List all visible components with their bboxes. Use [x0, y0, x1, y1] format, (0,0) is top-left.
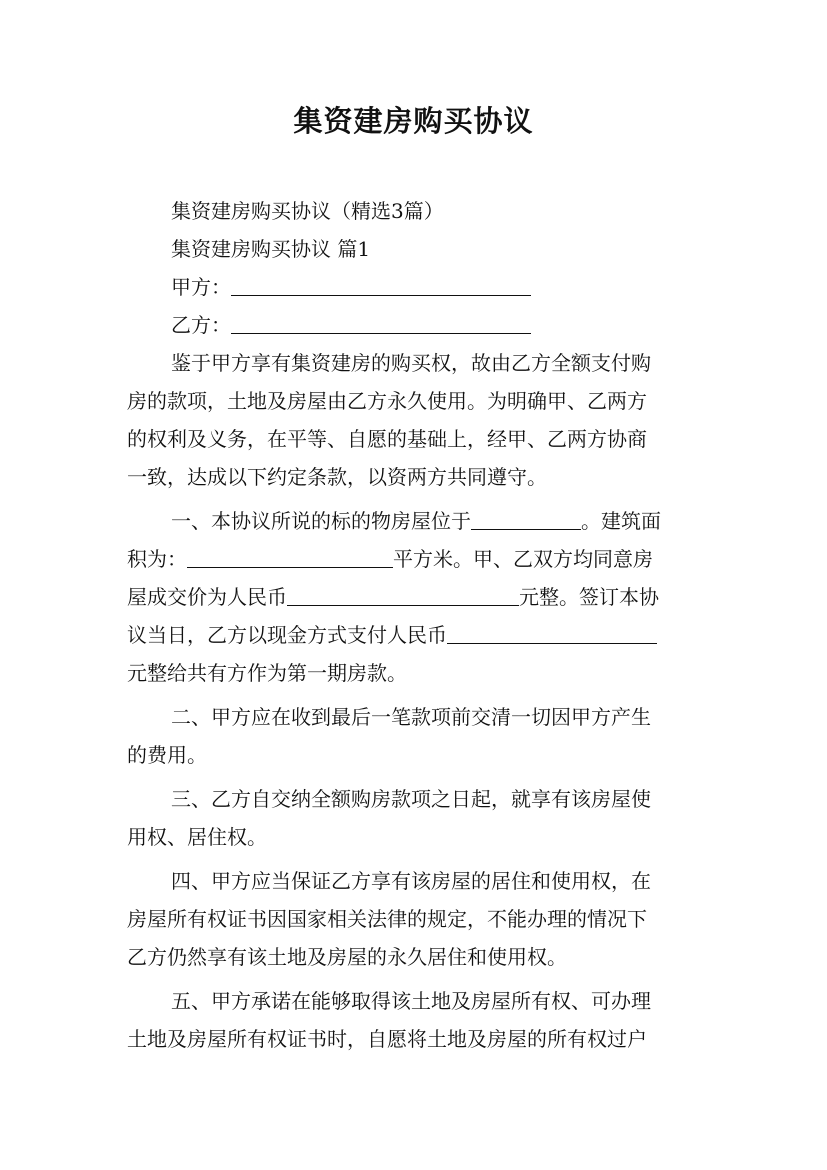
payment-blank — [447, 621, 657, 644]
clause-text: 积为： — [127, 547, 187, 571]
clause-5 — [127, 982, 705, 1058]
clause-line: 二、甲方应在收到最后一笔款项前交清一切因甲方产生 — [171, 705, 651, 729]
clause-line — [127, 578, 705, 616]
clause-line: 五、甲方承诺在能够取得该土地及房屋所有权、可办理 — [171, 989, 651, 1013]
clause-line: 的费用。 — [127, 743, 207, 767]
clause-3 — [127, 780, 705, 856]
clause-line: 房屋所有权证书因国家相关法律的规定，不能办理的情况下 — [127, 907, 647, 931]
party-a-blank — [231, 273, 531, 296]
clause-line — [127, 540, 705, 578]
party-a-line — [127, 268, 705, 306]
clause-text: 平方米。甲、乙双方均同意房 — [393, 547, 653, 571]
party-b-label: 乙方： — [171, 313, 231, 337]
intro-paragraph — [127, 344, 705, 496]
clause-text: 元整。签订本协 — [519, 585, 659, 609]
clause-text: 一、本协议所说的标的物房屋位于 — [171, 509, 471, 533]
location-blank — [471, 507, 581, 530]
clause-1 — [127, 502, 705, 692]
clause-text: 议当日，乙方以现金方式支付人民币 — [127, 623, 447, 647]
subtitle: 集资建房购买协议（精选3篇） — [171, 199, 444, 223]
clause-2 — [127, 698, 705, 774]
clause-line — [127, 616, 705, 654]
clause-line: 元整给共有方作为第一期房款。 — [127, 661, 407, 685]
clause-line — [127, 502, 705, 540]
clause-text: 。建筑面 — [581, 509, 661, 533]
intro-line: 鉴于甲方享有集资建房的购买权，故由乙方全额支付购 — [171, 351, 651, 375]
clause-line: 四、甲方应当保证乙方享有该房屋的居住和使用权，在 — [171, 869, 651, 893]
party-a-label: 甲方： — [171, 275, 231, 299]
document-title: 集资建房购买协议 — [293, 104, 534, 138]
party-b-line — [127, 306, 705, 344]
section-heading: 集资建房购买协议 篇1 — [171, 237, 371, 261]
intro-line: 一致，达成以下约定条款，以资两方共同遵守。 — [127, 465, 547, 489]
clause-line: 土地及房屋所有权证书时，自愿将土地及房屋的所有权过户 — [127, 1027, 647, 1051]
clause-4 — [127, 862, 705, 976]
intro-line: 房的款项，土地及房屋由乙方永久使用。为明确甲、乙两方 — [127, 389, 647, 413]
document-body — [127, 192, 705, 1058]
clause-line: 三、乙方自交纳全额购房款项之日起，就享有该房屋使 — [171, 787, 651, 811]
intro-line: 的权利及义务，在平等、自愿的基础上，经甲、乙两方协商 — [127, 427, 647, 451]
party-b-blank — [231, 311, 531, 334]
clause-line: 用权、居住权。 — [127, 825, 267, 849]
clause-text: 屋成交价为人民币 — [127, 585, 287, 609]
clause-line: 乙方仍然享有该土地及房屋的永久居住和使用权。 — [127, 945, 567, 969]
price-blank — [287, 583, 519, 606]
area-blank — [187, 545, 393, 568]
